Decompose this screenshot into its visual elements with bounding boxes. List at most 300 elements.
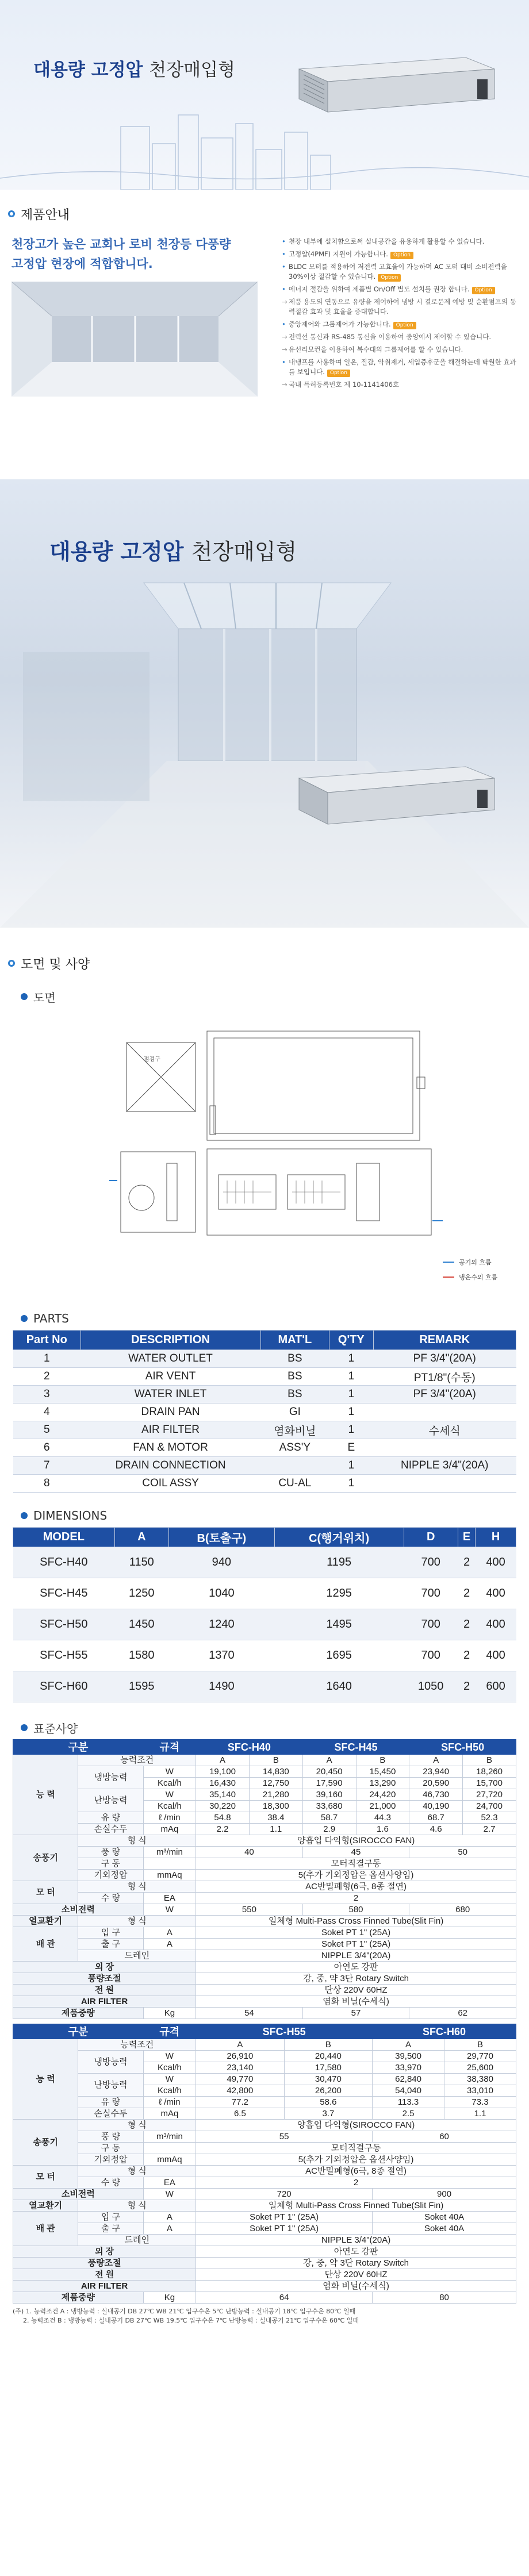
table-cell: 모터직결구동 (196, 2143, 516, 2154)
table-cell: 출 구 (78, 1939, 143, 1950)
model-header: SFC-H45 (302, 1740, 409, 1755)
technical-drawing (0, 1008, 529, 1307)
table-cell: 15,700 (463, 1778, 516, 1789)
table-row (13, 1973, 516, 1985)
section-heading-drawing (0, 951, 529, 976)
table-cell: 550 (196, 1904, 303, 1916)
table-cell: SFC-H60 (13, 1671, 115, 1702)
table-cell: 18,260 (463, 1766, 516, 1778)
subheading-drawing (0, 985, 529, 1008)
table-cell: 60 (373, 2131, 516, 2143)
table-cell: Soket 40A (373, 2223, 516, 2235)
table-cell: COIL ASSY (80, 1475, 260, 1493)
table-cell: 1 (329, 1386, 373, 1404)
table-row (13, 2166, 516, 2177)
table-row (13, 2120, 516, 2131)
parts-table (13, 1330, 516, 1493)
table-cell: 49,770 (196, 2074, 284, 2085)
table-cell: 13,290 (356, 1778, 409, 1789)
table-header-row (13, 1528, 516, 1547)
table-row (13, 1835, 516, 1847)
feature-text: 내냉프를 사용하여 일온, 질감, 악취제거, 세입증후군을 해결하는데 탁월한 효과를 보입니다. (289, 358, 516, 376)
table-cell (373, 1404, 516, 1421)
column-header: MAT'L (260, 1331, 329, 1350)
table-cell: 50 (409, 1847, 516, 1858)
table-cell: 형 식 (78, 1881, 196, 1893)
feature-item (282, 320, 518, 329)
sub-bullet-icon (21, 993, 28, 1000)
header-cell: 구분 (13, 2024, 144, 2039)
table-cell: PT1/8"(수동) (373, 1368, 516, 1386)
table-cell: 유 량 (78, 1812, 143, 1824)
table-cell: 1.1 (444, 2108, 516, 2120)
table-cell: 2 (458, 1578, 475, 1609)
interior-photo-banner (0, 479, 529, 928)
table-cell: 6 (13, 1439, 81, 1457)
table-cell: 손실수두 (78, 1824, 143, 1835)
table-cell: 모터직결구동 (196, 1858, 516, 1870)
table-cell: 소비전력 (13, 1904, 144, 1916)
table-row (13, 2258, 516, 2269)
table-cell: 일체형 Multi-Pass Cross Finned Tube(Slit Fin) (196, 2200, 516, 2212)
table-cell: mmAq (143, 1870, 195, 1881)
table-cell: 400 (476, 1640, 516, 1671)
table-row (13, 2281, 516, 2292)
table-cell: 풍 량 (78, 1847, 143, 1858)
table-cell: 송풍기 (13, 2120, 78, 2166)
table-cell: 5(추가 기외정압은 옵션사양임) (196, 2154, 516, 2166)
table-cell: 64 (196, 2292, 373, 2304)
table-row (13, 1962, 516, 1973)
table-cell: 2 (196, 2177, 516, 2189)
table-cell: 1240 (168, 1609, 274, 1640)
table-cell: 1195 (274, 1547, 404, 1578)
table-cell: 1 (329, 1421, 373, 1439)
intro-lead-line: 고정압 현장에 적합합니다. (12, 257, 153, 271)
table-cell: 입 구 (78, 2212, 143, 2223)
table-cell: CU-AL (260, 1475, 329, 1493)
table-cell: Soket 40A (373, 2212, 516, 2223)
feature-item (282, 380, 518, 390)
table-row (13, 2235, 516, 2246)
table-cell: NIPPLE 3/4"(20A) (373, 1457, 516, 1475)
table-cell: 능력조건 (78, 2039, 196, 2051)
intro-lead (12, 234, 270, 274)
table-cell: AIR FILTER (13, 1996, 196, 2008)
table-cell: mAq (143, 1824, 195, 1835)
subheading-parts (0, 1307, 529, 1330)
table-cell: FAN & MOTOR (80, 1439, 260, 1457)
table-cell: 강, 중, 약 3단 Rotary Switch (196, 2258, 516, 2269)
table-cell: 400 (476, 1578, 516, 1609)
table-row (13, 1439, 516, 1457)
table-cell: Kg (143, 2292, 195, 2304)
table-row (13, 2189, 516, 2200)
table-cell: 양흡입 다익형(SIROCCO FAN) (196, 2120, 516, 2131)
inspection-label: 점검구 (144, 1056, 160, 1063)
table-cell: A (409, 1755, 463, 1766)
feature-text: BLDC 모터를 적용하여 저전력 고효율이 가능하며 AC 모터 대비 소비전력을 30%이상 절감할 수 있습니다. (289, 263, 507, 280)
table-cell: PF 3/4"(20A) (373, 1350, 516, 1368)
table-cell: 드레인 (78, 1950, 196, 1962)
table-cell: 57 (302, 2008, 409, 2019)
table-cell: 23,940 (409, 1766, 463, 1778)
table-row (13, 2292, 516, 2304)
table-cell: 1 (329, 1350, 373, 1368)
table-cell: 강, 중, 약 3단 Rotary Switch (196, 1973, 516, 1985)
table-cell: 700 (404, 1640, 458, 1671)
sub-bullet-icon (21, 1724, 28, 1731)
table-cell: 30,220 (196, 1801, 250, 1812)
intro-section (0, 226, 529, 439)
table-row (13, 2108, 516, 2120)
table-cell: W (143, 1789, 195, 1801)
table-cell: 700 (404, 1609, 458, 1640)
table-row (13, 2200, 516, 2212)
table-cell: A (143, 1927, 195, 1939)
table-cell: 구 동 (78, 2143, 143, 2154)
column-header: C(행거위치) (274, 1528, 404, 1547)
table-cell: 난방능력 (78, 2074, 143, 2097)
section-bullet-icon (8, 210, 15, 217)
table-row (13, 1916, 516, 1927)
table-cell: B (249, 1755, 302, 1766)
table-row (13, 1457, 516, 1475)
table-row (13, 2223, 516, 2235)
feature-item (282, 284, 518, 294)
option-badge: Option (390, 252, 413, 259)
table-cell: AC반밀폐형(6극, 8종 절연) (196, 1881, 516, 1893)
header-cell: 규격 (143, 2024, 195, 2039)
table-cell: Soket PT 1" (25A) (196, 2212, 373, 2223)
table-cell: NIPPLE 3/4"(20A) (196, 2235, 516, 2246)
table-row (13, 1350, 516, 1368)
table-cell: 20,450 (302, 1766, 356, 1778)
table-cell: 배 관 (13, 1927, 78, 1962)
table-row (13, 2051, 516, 2062)
column-header: Part No (13, 1331, 81, 1350)
table-cell: A (143, 2223, 195, 2235)
legend-air-flow: 공기의 흐름 (459, 1259, 492, 1266)
hero-title: 대용량 고정압 천장매입형 (33, 60, 235, 80)
note-line: (주) 1. 능력조건 A : 냉방능력 : 실내공기 DB 27℃ WB 21℃ 입구수온 5℃ 난방능력 : 실내공기 18℃ 입구수온 80℃ 일때 (13, 2308, 356, 2315)
table-cell: 24,700 (463, 1801, 516, 1812)
table-cell: 35,140 (196, 1789, 250, 1801)
feature-item (282, 332, 518, 342)
table-cell: 16,430 (196, 1778, 250, 1789)
drawing-svg (0, 1008, 529, 1307)
table-cell: 형 식 (78, 2166, 196, 2177)
table-cell (373, 1475, 516, 1493)
table-cell: 46,730 (409, 1789, 463, 1801)
feature-text: 전력선 통신과 RS-485 통신을 이용하여 중앙에서 제어할 수 있습니다. (289, 333, 492, 341)
table-row (13, 1578, 516, 1609)
table-row (13, 1671, 516, 1702)
feature-text: 중앙제어와 그룹제어가 가능합니다. (289, 320, 391, 328)
table-cell: 형 식 (78, 1835, 196, 1847)
table-cell: 일체형 Multi-Pass Cross Finned Tube(Slit Fin) (196, 1916, 516, 1927)
table-cell: 풍 량 (78, 2131, 143, 2143)
table-cell: BS (260, 1386, 329, 1404)
table-cell: 52.3 (463, 1812, 516, 1824)
table-row (13, 2269, 516, 2281)
table-cell: 580 (302, 1904, 409, 1916)
table-cell: 염화 비닐(수세식) (196, 1996, 516, 2008)
table-cell: 기외정압 (78, 1870, 143, 1881)
table-cell: 2 (458, 1609, 475, 1640)
table-row (13, 1858, 516, 1870)
table-cell: 1040 (168, 1578, 274, 1609)
column-header: REMARK (373, 1331, 516, 1350)
column-header: A (114, 1528, 168, 1547)
table-row (13, 1640, 516, 1671)
column-header: B(토출구) (168, 1528, 274, 1547)
legend-water-flow: 냉온수의 흐름 (459, 1274, 498, 1281)
table-cell: 54,040 (373, 2085, 444, 2097)
feature-item (282, 249, 518, 259)
section-title: 제품안내 (21, 207, 70, 222)
table-cell: 염화 비닐(수세식) (196, 2281, 516, 2292)
table-cell: W (143, 2189, 195, 2200)
table-row (13, 1766, 516, 1778)
table-cell: ASS'Y (260, 1439, 329, 1457)
table-cell: 1150 (114, 1547, 168, 1578)
table-row (13, 2177, 516, 2189)
table-cell: 24,420 (356, 1789, 409, 1801)
table-row (13, 1996, 516, 2008)
table-row (13, 1789, 516, 1801)
table-cell: 아연도 강판 (196, 1962, 516, 1973)
table-cell (260, 1457, 329, 1475)
table-cell: 900 (373, 2189, 516, 2200)
table-row (13, 1927, 516, 1939)
table-cell: 39,500 (373, 2051, 444, 2062)
model-header: SFC-H50 (409, 1740, 516, 1755)
table-cell: 17,580 (284, 2062, 373, 2074)
table-cell: 23,140 (196, 2062, 284, 2074)
table-cell: 1 (329, 1404, 373, 1421)
table-cell: 4 (13, 1404, 81, 1421)
ceiling-unit-image (288, 46, 506, 126)
table-row (13, 1386, 516, 1404)
table-cell: mmAq (143, 2154, 195, 2166)
intro-left (12, 226, 270, 439)
table-cell: 62,840 (373, 2074, 444, 2085)
table-row (13, 2246, 516, 2258)
table-cell: 전 원 (13, 1985, 196, 1996)
table-cell: 손실수두 (78, 2108, 143, 2120)
table-cell: Kcal/h (143, 1801, 195, 1812)
table-cell: 능 력 (13, 1755, 78, 1835)
table-cell: 소비전력 (13, 2189, 144, 2200)
model-header: SFC-H40 (196, 1740, 303, 1755)
model-header: SFC-H55 (196, 2024, 373, 2039)
table-cell: ℓ /min (143, 2097, 195, 2108)
table-cell: 2 (458, 1671, 475, 1702)
table-cell: Kg (143, 2008, 195, 2019)
table-cell: 58.6 (284, 2097, 373, 2108)
table-row (13, 2154, 516, 2166)
dimensions-table (13, 1527, 516, 1702)
table-cell: 33,970 (373, 2062, 444, 2074)
table-cell: B (463, 1755, 516, 1766)
table-cell: 680 (409, 1904, 516, 1916)
table-row (13, 2024, 516, 2039)
feature-list (270, 226, 518, 439)
table-cell: 2 (196, 1893, 516, 1904)
table-row (13, 1950, 516, 1962)
intro-lead-line: 천장고가 높은 교회나 로비 천장등 다풍량 (12, 237, 231, 251)
table-cell: 7 (13, 1457, 81, 1475)
table-cell: 능력조건 (78, 1755, 196, 1766)
table-row (13, 1870, 516, 1881)
feature-text: 유선리모컨을 이용하여 복수대의 그룹제어를 할 수 있습니다. (289, 345, 463, 353)
table-cell: 3 (13, 1386, 81, 1404)
table-cell: 출 구 (78, 2223, 143, 2235)
table-cell: AIR FILTER (80, 1421, 260, 1439)
table-cell: BS (260, 1368, 329, 1386)
table-cell: 수 량 (78, 1893, 143, 1904)
table-cell: AIR VENT (80, 1368, 260, 1386)
table-cell: B (444, 2039, 516, 2051)
table-cell: 29,770 (444, 2051, 516, 2062)
table-cell: 12,750 (249, 1778, 302, 1789)
table-cell: 1495 (274, 1609, 404, 1640)
table-cell: 15,450 (356, 1766, 409, 1778)
table-cell: 모 터 (13, 1881, 78, 1904)
table-row (13, 2097, 516, 2108)
section-bullet-icon (8, 960, 15, 967)
feature-item (282, 297, 518, 317)
table-cell: W (143, 1766, 195, 1778)
table-cell: Kcal/h (143, 1778, 195, 1789)
table-row (13, 2212, 516, 2223)
table-row (13, 1404, 516, 1421)
column-header: E (458, 1528, 475, 1547)
table-cell: 외 장 (13, 2246, 196, 2258)
table-cell: SFC-H40 (13, 1547, 115, 1578)
table-cell: 27,720 (463, 1789, 516, 1801)
table-cell: 6.5 (196, 2108, 284, 2120)
table-cell: W (143, 2051, 195, 2062)
table-cell: 600 (476, 1671, 516, 1702)
table-row (13, 1740, 516, 1755)
model-header: SFC-H60 (373, 2024, 516, 2039)
table-cell (143, 2143, 195, 2154)
table-cell: 1295 (274, 1578, 404, 1609)
photo-title: 대용량 고정압 천장매입형 (49, 539, 297, 564)
table-cell: 40 (196, 1847, 303, 1858)
column-header: H (476, 1528, 516, 1547)
table-cell: 1.6 (356, 1824, 409, 1835)
table-cell: 21,000 (356, 1801, 409, 1812)
table-row (13, 1812, 516, 1824)
table-cell: 62 (409, 2008, 516, 2019)
option-badge: Option (378, 274, 401, 282)
table-cell: 1490 (168, 1671, 274, 1702)
column-header: MODEL (13, 1528, 115, 1547)
table-cell: 난방능력 (78, 1789, 143, 1812)
table-cell: SFC-H45 (13, 1578, 115, 1609)
table-cell: 55 (196, 2131, 373, 2143)
table-cell: EA (143, 2177, 195, 2189)
table-cell: Soket PT 1" (25A) (196, 1927, 516, 1939)
table-row (13, 1475, 516, 1493)
table-cell: 700 (404, 1547, 458, 1578)
table-cell: 33,010 (444, 2085, 516, 2097)
table-cell: m³/min (143, 2131, 195, 2143)
table-cell: 1450 (114, 1609, 168, 1640)
table-header-row (13, 1331, 516, 1350)
sub-bullet-icon (21, 1315, 28, 1322)
table-cell: 77.2 (196, 2097, 284, 2108)
table-cell: EA (143, 1893, 195, 1904)
table-cell: AIR FILTER (13, 2281, 196, 2292)
table-row (13, 2131, 516, 2143)
table-cell: BS (260, 1350, 329, 1368)
table-cell: 400 (476, 1547, 516, 1578)
table-row (13, 1893, 516, 1904)
table-cell: 45 (302, 1847, 409, 1858)
table-cell: 1595 (114, 1671, 168, 1702)
table-cell: 38,380 (444, 2074, 516, 2085)
spec-table-1 (13, 1739, 516, 2019)
option-badge: Option (327, 370, 350, 377)
table-cell: 2 (458, 1547, 475, 1578)
column-header: DESCRIPTION (80, 1331, 260, 1350)
feature-text: 제품 용도의 연동으로 유량을 제어하여 냉방 시 결로문제 예방 및 순환펌프의 동력절감 효과 및 효율을 증대합니다. (289, 298, 516, 316)
table-cell: NIPPLE 3/4"(20A) (196, 1950, 516, 1962)
feature-text: 에너지 절감을 위하여 제품별 On/Off 별도 설치를 권장 합니다. (289, 285, 470, 293)
table-cell: 1.1 (249, 1824, 302, 1835)
table-cell: 1 (329, 1475, 373, 1493)
table-cell: 42,800 (196, 2085, 284, 2097)
table-cell: 냉방능력 (78, 2051, 143, 2074)
table-cell: 8 (13, 1475, 81, 1493)
column-header: Q'TY (329, 1331, 373, 1350)
table-cell: AC반밀폐형(6극, 8종 절연) (196, 2166, 516, 2177)
feature-text: 고정압(4PMF) 지원이 가능합니다. (289, 250, 388, 258)
spec-notes (0, 2304, 529, 2329)
feature-text: 국내 특허등록번호 제 10-1141406호 (289, 380, 400, 389)
spec-table-2 (13, 2024, 516, 2304)
table-cell: PF 3/4"(20A) (373, 1386, 516, 1404)
table-cell: W (143, 1904, 195, 1916)
table-cell: 400 (476, 1609, 516, 1640)
table-cell: 전 원 (13, 2269, 196, 2281)
table-cell: 수 량 (78, 2177, 143, 2189)
table-cell: 양흡입 다익형(SIROCCO FAN) (196, 1835, 516, 1847)
table-cell: 68.7 (409, 1812, 463, 1824)
table-row (13, 1547, 516, 1578)
table-cell: 수세식 (373, 1421, 516, 1439)
interior-photo (0, 479, 529, 928)
table-cell: 2.2 (196, 1824, 250, 1835)
column-header: D (404, 1528, 458, 1547)
table-cell: 배 관 (13, 2212, 78, 2246)
table-cell (143, 1858, 195, 1870)
table-cell: 단상 220V 60HZ (196, 1985, 516, 1996)
table-cell: 1695 (274, 1640, 404, 1671)
table-row (13, 1881, 516, 1893)
feature-item (282, 345, 518, 355)
table-cell: 113.3 (373, 2097, 444, 2108)
feature-text: 천장 내부에 설치함으로써 실내공간을 유용하게 활용할 수 있습니다. (289, 237, 485, 245)
table-cell: 2 (458, 1640, 475, 1671)
table-cell: m³/min (143, 1847, 195, 1858)
table-cell: 25,600 (444, 2062, 516, 2074)
table-cell: 58.7 (302, 1812, 356, 1824)
